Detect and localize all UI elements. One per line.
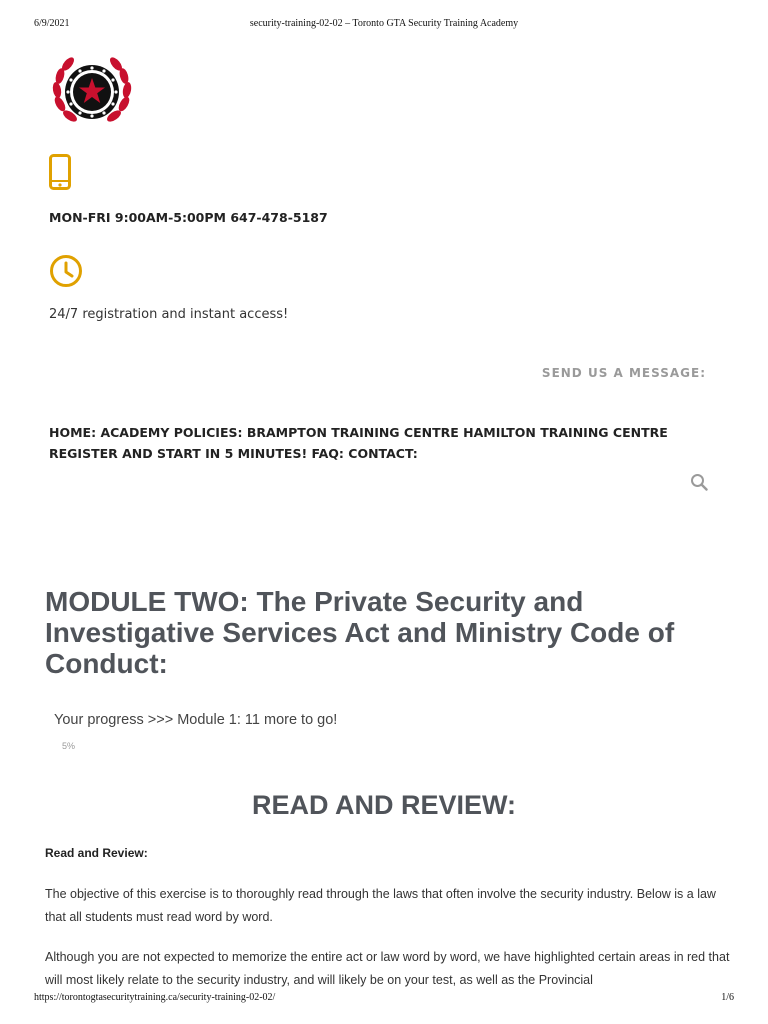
nav-register[interactable]: REGISTER AND START IN 5 MINUTES! bbox=[49, 446, 308, 461]
print-url: https://torontogtasecuritytraining.ca/security-training-02-02/ bbox=[34, 992, 276, 1003]
search-icon[interactable] bbox=[690, 473, 708, 491]
print-header bbox=[0, 18, 768, 32]
academy-logo[interactable] bbox=[50, 52, 134, 132]
clock-icon bbox=[49, 254, 83, 288]
print-date: 6/9/2021 bbox=[34, 18, 70, 29]
progress-text: Your progress >>> Module 1: 11 more to go! bbox=[54, 712, 338, 728]
subheading: Read and Review: bbox=[45, 846, 148, 860]
nav-faq[interactable]: FAQ: bbox=[311, 446, 344, 461]
paragraph-objective: The objective of this exercise is to thoroughly read through the laws that often involve the security industry. Below is a law that all students must read word by word. bbox=[45, 887, 716, 924]
progress-fill bbox=[54, 737, 87, 740]
phone-icon bbox=[49, 154, 71, 190]
nav-academy-policies[interactable]: ACADEMY POLICIES: bbox=[100, 425, 243, 440]
paragraph-memorize: Although you are not expected to memorize the entire act or law word by word, we have highlighted certain areas in red that will most likely relate to the security industry, and will likely be on your test, as well as the Provincial bbox=[45, 950, 730, 987]
progress-bar bbox=[54, 737, 714, 740]
business-hours: MON-FRI 9:00AM-5:00PM 647-478-5187 bbox=[49, 210, 328, 225]
main-nav bbox=[49, 422, 669, 464]
page-title: MODULE TWO: The Private Security and Investigative Services Act and Ministry Code of Conduct: bbox=[45, 586, 675, 679]
send-message-link[interactable]: SEND US A MESSAGE: bbox=[541, 366, 706, 380]
print-footer bbox=[0, 992, 768, 1006]
nav-hamilton-training-centre[interactable]: HAMILTON TRAINING CENTRE bbox=[463, 425, 668, 440]
nav-contact[interactable]: CONTACT: bbox=[348, 446, 418, 461]
nav-brampton-training-centre[interactable]: BRAMPTON TRAINING CENTRE bbox=[246, 425, 459, 440]
access-text: 24/7 registration and instant access! bbox=[49, 307, 289, 322]
section-heading: READ AND REVIEW: bbox=[251, 790, 516, 820]
progress-percent: 5% bbox=[62, 741, 76, 751]
nav-home[interactable]: HOME: bbox=[49, 425, 97, 440]
print-title: security-training-02-02 – Toronto GTA Security Training Academy bbox=[249, 18, 519, 29]
print-page-number: 1/6 bbox=[721, 992, 734, 1003]
